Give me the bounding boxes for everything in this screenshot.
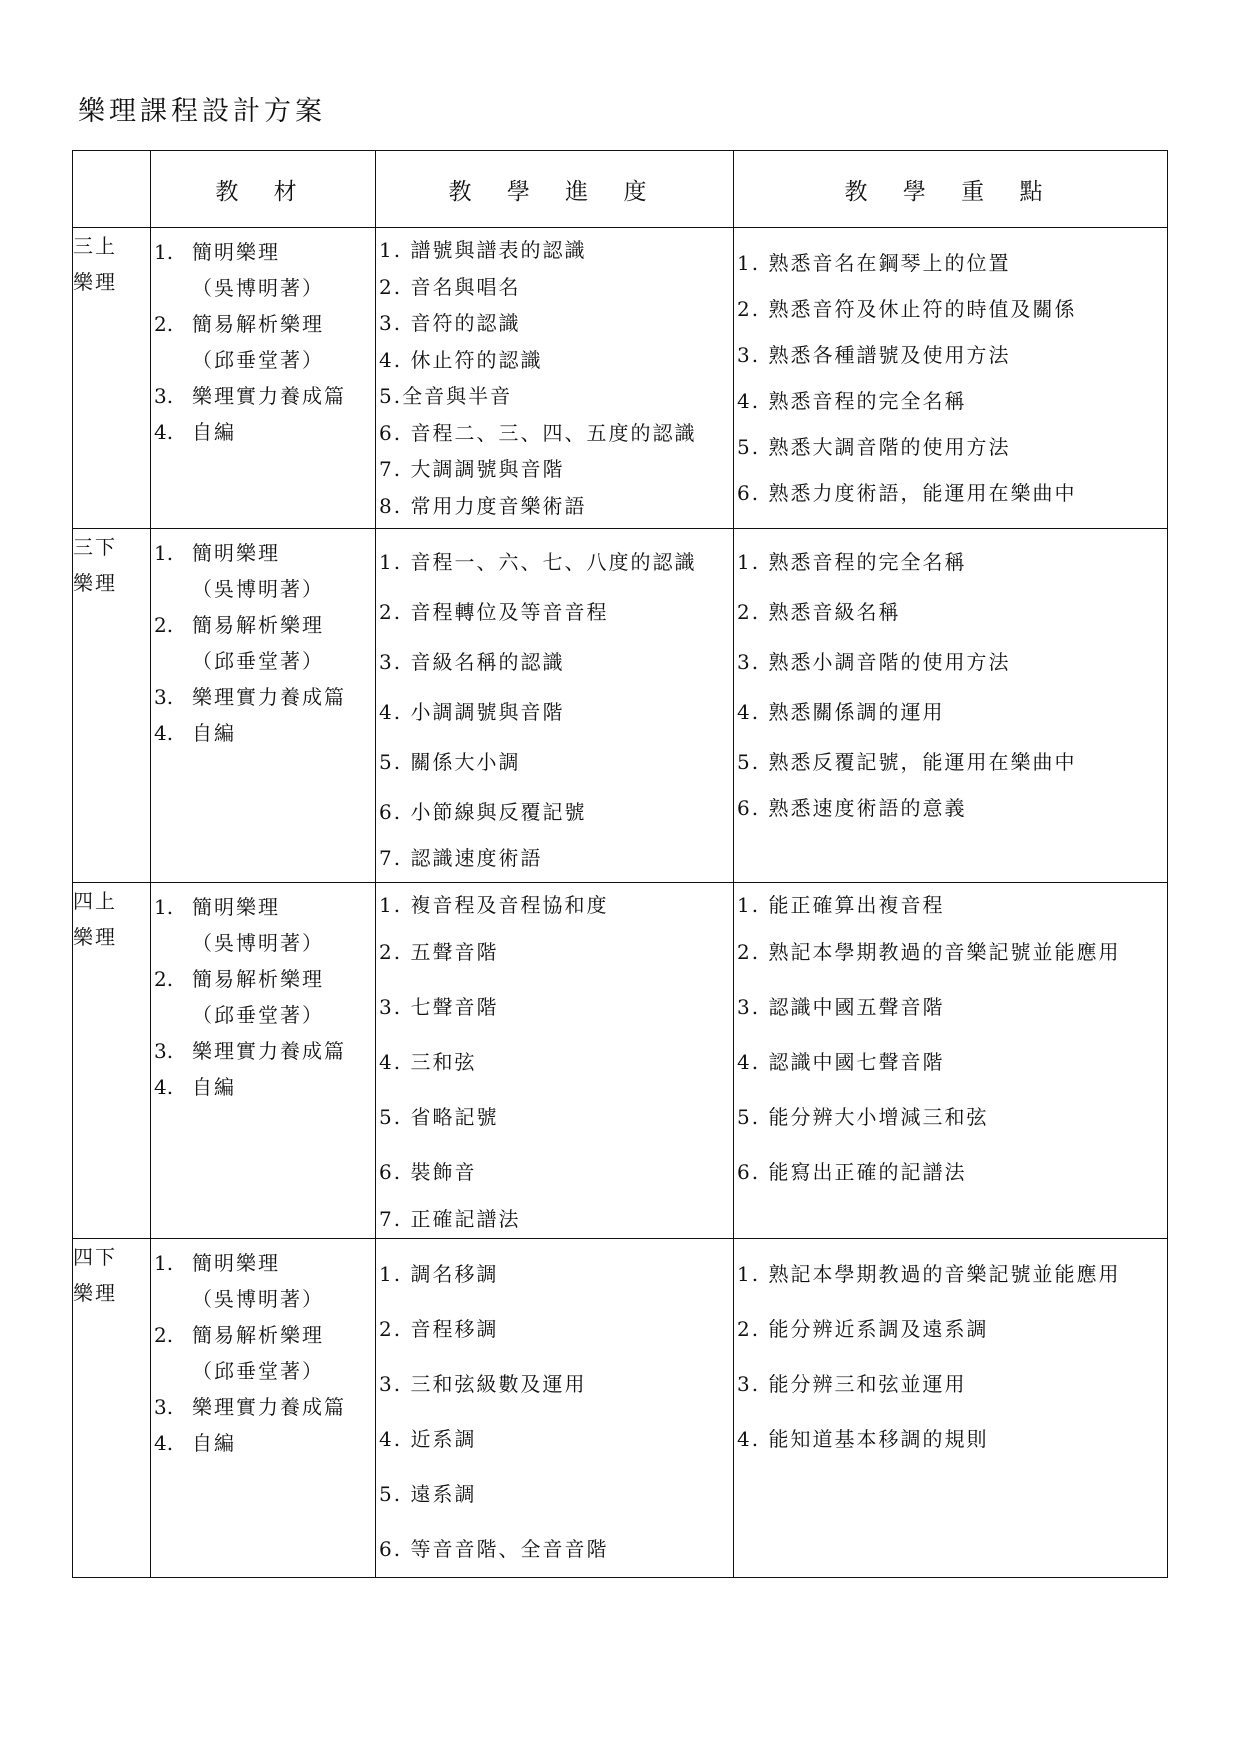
list-item: 5.全音與半音 (379, 384, 513, 408)
list-item: 4. 自編 (154, 1431, 236, 1455)
list-item: 3. 音級名稱的認識 (379, 650, 565, 674)
term-cell (73, 228, 151, 529)
list-item: 6. 熟悉速度術語的意義 (737, 796, 967, 820)
list-item: 5. 熟悉大調音階的使用方法 (737, 435, 1011, 459)
materials-cell (151, 228, 376, 529)
list-item: 3. 樂理實力養成篇 (154, 1039, 346, 1063)
list-item: 4. 認識中國七聲音階 (737, 1050, 945, 1074)
list-item: 2. 熟記本學期教過的音樂記號並能應用 (737, 940, 1121, 964)
list-item: 7. 正確記譜法 (379, 1207, 521, 1231)
list-item: 1. 簡明樂理 （吳博明著） (154, 1251, 324, 1311)
term-line: 樂理 (73, 1281, 117, 1305)
list-item: 4. 小調調號與音階 (379, 700, 565, 724)
list-item: 4. 三和弦 (379, 1050, 477, 1074)
term-line: 三下 (73, 535, 117, 559)
list-item: 2. 音名與唱名 (379, 274, 521, 299)
list-item: 2. 簡易解析樂理 （邱垂堂著） (154, 312, 324, 372)
materials-cell (151, 529, 376, 883)
list-item: 1. 熟悉音程的完全名稱 (737, 550, 967, 574)
list-item: 3. 樂理實力養成篇 (154, 685, 346, 709)
list-item: 7. 大調調號與音階 (379, 457, 565, 481)
list-item: 1. 調名移調 (379, 1262, 499, 1286)
term-line: 四下 (73, 1245, 117, 1269)
term-cell (73, 1239, 151, 1578)
list-item: 4. 熟悉音程的完全名稱 (737, 389, 967, 413)
table-header-row (73, 151, 1168, 228)
term-line: 樂理 (73, 270, 117, 294)
term-line: 三上 (73, 234, 117, 258)
list-item: 3. 七聲音階 (379, 995, 499, 1019)
term-line: 樂理 (73, 925, 117, 949)
list-item: 7. 認識速度術語 (379, 846, 543, 870)
progress-cell (376, 1239, 734, 1578)
header-keypoints: 教 學 重 點 (734, 151, 1168, 228)
list-item: 5. 關係大小調 (379, 750, 521, 774)
term-line: 樂理 (73, 571, 117, 595)
list-item: 4. 近系調 (379, 1427, 477, 1451)
page-title: 樂理課程設計方案 (78, 96, 326, 127)
progress-cell (376, 883, 734, 1239)
list-item: 4. 自編 (154, 420, 236, 444)
list-item: 8. 常用力度音樂術語 (379, 493, 587, 518)
list-item: 1. 複音程及音程協和度 (379, 893, 609, 917)
keypoints-cell (734, 883, 1168, 1239)
keypoints-cell (734, 529, 1168, 883)
list-item: 3. 熟悉小調音階的使用方法 (737, 650, 1011, 674)
list-item: 5. 能分辨大小增減三和弦 (737, 1105, 989, 1129)
materials-cell (151, 883, 376, 1239)
list-item: 2. 簡易解析樂理 （邱垂堂著） (154, 1323, 324, 1383)
list-item: 2. 能分辨近系調及遠系調 (737, 1317, 989, 1341)
list-item: 2. 簡易解析樂理 （邱垂堂著） (154, 613, 324, 673)
list-item: 4. 能知道基本移調的規則 (737, 1427, 989, 1451)
progress-cell (376, 228, 734, 529)
list-item: 3. 認識中國五聲音階 (737, 995, 945, 1019)
list-item: 1. 簡明樂理 （吳博明著） (154, 240, 324, 300)
list-item: 1. 音程一、六、七、八度的認識 (379, 550, 697, 574)
list-item: 1. 簡明樂理 （吳博明著） (154, 541, 324, 601)
list-item: 1. 簡明樂理 （吳博明著） (154, 895, 324, 955)
term-line: 四上 (73, 889, 117, 913)
list-item: 5. 遠系調 (379, 1482, 477, 1506)
list-item: 3. 音符的認識 (379, 311, 521, 335)
list-item: 1. 熟記本學期教過的音樂記號並能應用 (737, 1262, 1121, 1286)
list-item: 6. 小節線與反覆記號 (379, 800, 587, 824)
list-item: 1. 譜號與譜表的認識 (379, 238, 587, 262)
list-item: 4. 休止符的認識 (379, 347, 543, 372)
list-item: 4. 熟悉關係調的運用 (737, 700, 945, 724)
list-item: 3. 三和弦級數及運用 (379, 1372, 587, 1396)
header-term (73, 151, 151, 228)
list-item: 2. 音程轉位及等音音程 (379, 600, 609, 624)
list-item: 3. 能分辨三和弦並運用 (737, 1372, 967, 1396)
list-item: 5. 熟悉反覆記號，能運用在樂曲中 (737, 750, 1077, 774)
list-item: 2. 熟悉音級名稱 (737, 600, 901, 624)
list-item: 6. 裝飾音 (379, 1160, 477, 1184)
materials-cell (151, 1239, 376, 1578)
list-item: 4. 自編 (154, 1075, 236, 1099)
list-item: 2. 五聲音階 (379, 940, 499, 964)
list-item: 3. 熟悉各種譜號及使用方法 (737, 343, 1011, 367)
keypoints-cell (734, 1239, 1168, 1578)
list-item: 2. 簡易解析樂理 （邱垂堂著） (154, 967, 324, 1027)
table-row (73, 883, 1168, 1239)
list-item: 6. 熟悉力度術語，能運用在樂曲中 (737, 481, 1077, 505)
term-cell (73, 883, 151, 1239)
progress-cell (376, 529, 734, 883)
list-item: 6. 音程二、三、四、五度的認識 (379, 420, 697, 445)
table-row (73, 529, 1168, 883)
list-item: 3. 樂理實力養成篇 (154, 384, 346, 408)
course-plan-table (72, 150, 1168, 1578)
list-item: 3. 樂理實力養成篇 (154, 1395, 346, 1419)
list-item: 6. 等音音階、全音音階 (379, 1537, 609, 1561)
term-cell (73, 529, 151, 883)
list-item: 1. 熟悉音名在鋼琴上的位置 (737, 251, 1011, 275)
list-item: 1. 能正確算出複音程 (737, 893, 945, 917)
keypoints-cell (734, 228, 1168, 529)
list-item: 2. 音程移調 (379, 1317, 499, 1341)
header-materials: 教 材 (151, 151, 376, 228)
table-row (73, 228, 1168, 529)
list-item: 5. 省略記號 (379, 1105, 499, 1129)
header-progress: 教 學 進 度 (376, 151, 734, 228)
table-row (73, 1239, 1168, 1578)
list-item: 4. 自編 (154, 721, 236, 745)
list-item: 6. 能寫出正確的記譜法 (737, 1160, 967, 1184)
list-item: 2. 熟悉音符及休止符的時值及關係 (737, 297, 1077, 321)
